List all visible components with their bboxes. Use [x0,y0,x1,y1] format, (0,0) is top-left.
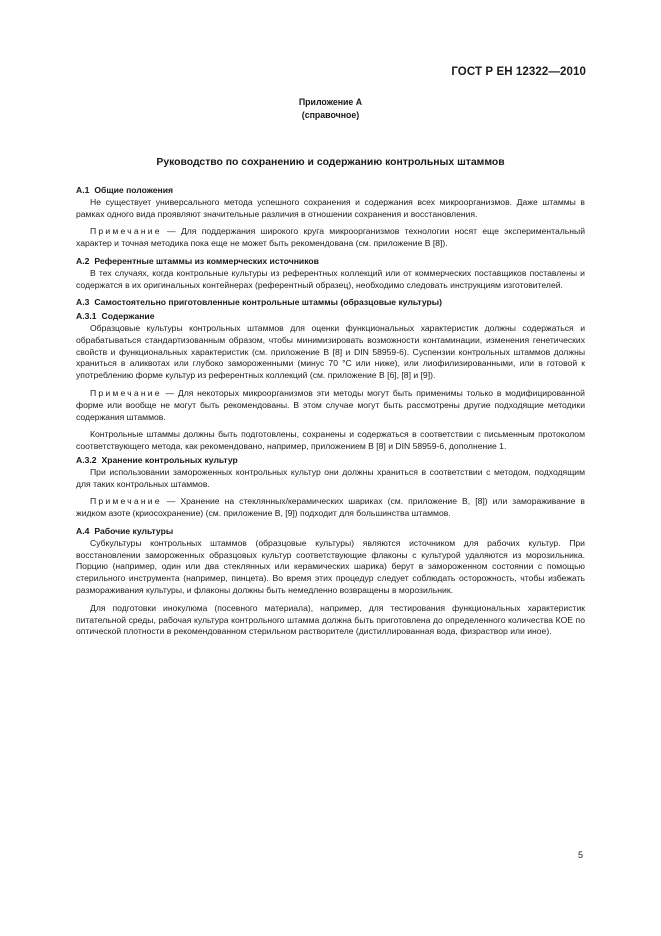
note-label: Примечание [90,496,162,507]
section-heading-a2: А.2 Референтные штаммы из коммерческих источников [76,255,319,266]
note-text: — Хранение на стеклянных/керамических шариках (см. приложение В, [8]) или замораживание в жидком азоте (криосохранение) (см. приложение В, [9]) подходит для большинства штаммов. [76,496,585,519]
document-body [76,185,585,638]
note-label: Примечание [90,387,162,398]
annex-heading [0,96,661,122]
paragraph: Образцовые культуры контрольных штаммов для оценки функциональных характеристик должны содержаться и обрабатываться стандартизованным образом, чтобы минимизировать возможности контаминации, изменения генетических свойств и функциональных характеристик (см. приложение В [8] и DIN 58959-6). Суспензии контрольных штаммов должны храниться в аликвотах или глубоко замороженными (минус 70 °С или ниже), или лиофилизированными, или в готовой к употреблению форме культур из референтных коллекций (см. приложение В [6], [8] и [9]). [76,322,585,381]
annex-type: (справочное) [301,110,360,120]
paragraph: Контрольные штаммы должны быть подготовлены, сохранены и содержаться в соответствии с письменным протоколом соответствующего метода, как рекомендовано, например, приложением В [8] и DIN 58959-6, дополнение 1. [76,429,585,452]
page-number: 5 [577,850,583,860]
subsection-heading-a3-1: А.3.1 Содержание [76,311,155,322]
note-text: — Для поддержания широкого круга микроорганизмов технологии носят еще экспериментальный характер и точная методика пока еще не может быть рекомендована (см. приложение В [8]). [76,226,585,249]
paragraph: При использовании замороженных контрольных культур они должны храниться в соответствии с методом, подходящим для таких контрольных штаммов. [76,466,585,489]
note-text: — Для некоторых микроорганизмов эти методы могут быть применимы только в модифицированной форме или вообще не могут быть рекомендованы. В этом случае могут быть рассмотрены другие подходящие методики содержания штаммов. [76,387,585,422]
paragraph: Субкультуры контрольных штаммов (образцовые культуры) являются источником для рабочих культур. При восстановлении замороженных образцовых культур соответствующие флаконы с культурой удаляются из морозильника. Порцию (например, один или два стеклянных или керамических шарика) берут в замороженном состоянии с помощью стерильного инструмента (например, пинцета). Во время этих процедур следует соблюдать осторожность, чтобы избежать размораживания культуры, и флаконы должны быть немедленно возвращены в морозильник. [76,537,585,595]
paragraph: Не существует универсального метода успешного сохранения и содержания всех микроорганизмов. Даже штаммы в рамках одного вида проявляют значительные различия в отношении сохранения и восстановления. [76,196,585,219]
note [76,388,585,423]
standard-designation: ГОСТ Р ЕН 12322—2010 [451,66,586,78]
note [76,496,585,520]
subsection-heading-a3-2: А.3.2 Хранение контрольных культур [76,454,238,465]
section-heading-a1: А.1 Общие положения [76,185,174,195]
document-title: Руководство по сохранению и содержанию контрольных штаммов [156,157,505,168]
paragraph: В тех случаях, когда контрольные культуры из референтных коллекций или от коммерческих поставщиков поставлены и содержатся в их оригинальных контейнерах (референтный образец), необходимо следовать инструкциям изготовителей. [76,267,585,290]
section-heading-a4: А.4 Рабочие культуры [76,525,174,536]
note [76,226,585,250]
annex-title: Приложение А [298,97,363,107]
paragraph: Для подготовки инокулюма (посевного материала), например, для тестирования функциональных характеристик питательной среды, рабочая культура контрольного штамма должна быть приготовлена до определенного количества КОЕ по оптической плотности в рекомендованном стерильном растворителе (дистиллированная вода, физраствор или иное). [76,602,585,637]
section-heading-a3: А.3 Самостоятельно приготовленные контрольные штаммы (образцовые культуры) [76,297,442,308]
note-label: Примечание [90,226,162,237]
